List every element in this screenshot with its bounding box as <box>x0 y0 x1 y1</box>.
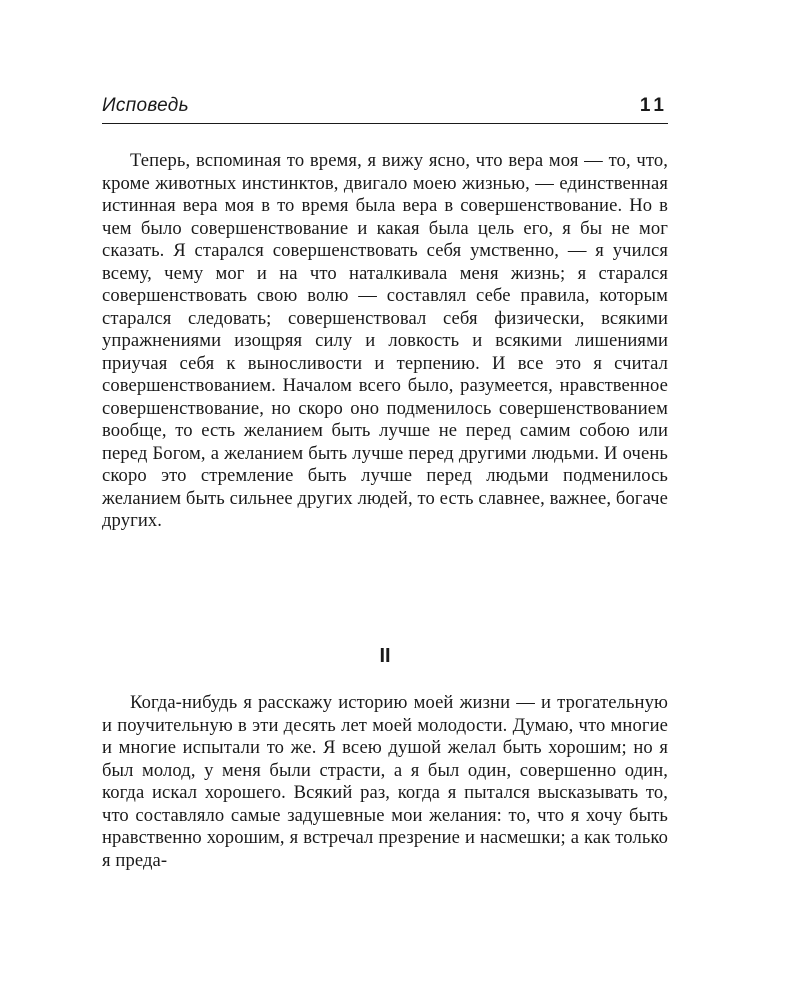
page-number: 11 <box>639 95 668 116</box>
paragraph: Когда-нибудь я расскажу историю моей жизни — и трогательную и поучительную в эти десять лет моей молодости. Думаю, что многие и многие испытали то же. Я всею душой желал быть хорошим; но я был молод, у меня были страсти, а я был один, совершенно один, когда искал хорошего. Всякий раз, когда я пытался высказывать то, что составляло самые задушевные мои желания: то, что я хочу быть нравственно хорошим, я встречал презрение и насмешки; а как только я преда- <box>102 692 668 871</box>
book-page <box>102 0 668 1000</box>
paragraph: Теперь, вспоминая то время, я вижу ясно, что вера моя — то, что, кроме животных инстинктов, двигало моею жизнью, — единственная истинная вера моя в то время была вера в совершенствование. Но в чем было совершенствование и какая была цель его, я бы не мог сказать. Я старался совершенствовать себя умственно, — я учился всему, чему мог и на что наталкивала меня жизнь; я старался совершенствовать свою волю — составлял себе правила, которым старался следовать; совершенствовал себя физически, всякими упражнениями изощряя силу и ловкость и всякими лишениями приучая себя к выносливости и терпению. И все это я считал совершенствованием. Началом всего было, разумеется, нравственное совершенствование, но скоро оно подменилось совершенствованием вообще, то есть желанием быть лучше не перед самим собою или перед Богом, а желанием быть лучше перед другими людьми. И очень скоро это стремление быть лучше перед людьми подменилось желанием быть сильнее других людей, то есть славнее, важнее, богаче других. <box>102 150 668 531</box>
chapter-heading: II <box>379 645 391 667</box>
paragraph-block <box>102 150 668 533</box>
running-title: Исповедь <box>102 95 189 116</box>
running-header <box>102 93 668 124</box>
paragraph-block <box>102 692 668 872</box>
